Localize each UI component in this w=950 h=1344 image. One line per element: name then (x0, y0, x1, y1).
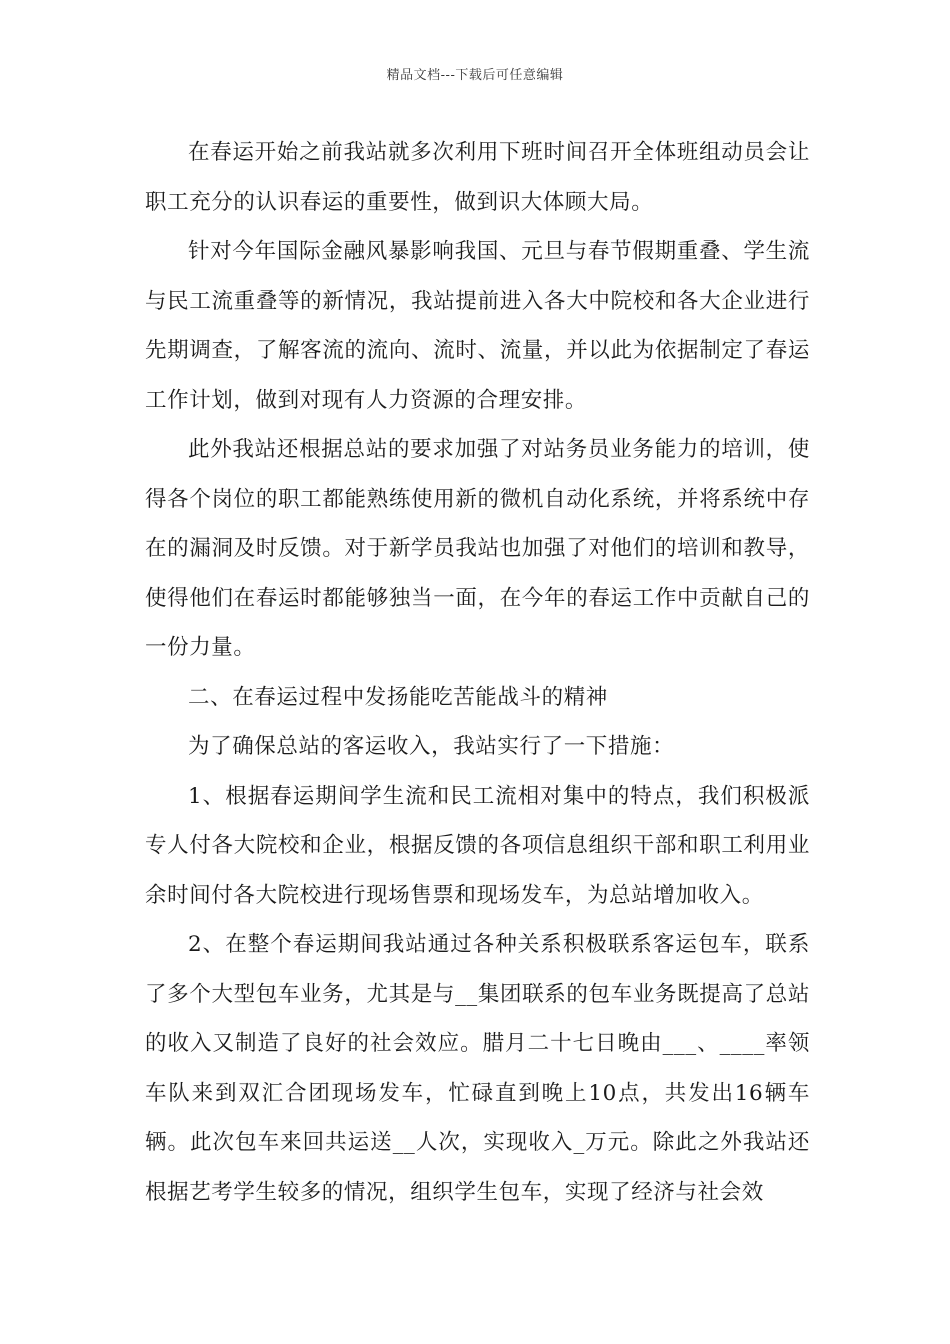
paragraph-preparation: 在春运开始之前我站就多次利用下班时间召开全体班组动员会让职工充分的认识春运的重要性，做到识大体顾大局。 (145, 140, 810, 215)
section-heading: 二、在春运过程中发扬能吃苦能战斗的精神 (188, 684, 608, 710)
paragraph-measure-1: 1、根据春运期间学生流和民工流相对集中的特点，我们积极派专人付各大院校和企业，根据反馈的各项信息组织干部和职工利用业余时间付各大院校进行现场售票和现场发车，为总站增加收入。 (145, 783, 810, 908)
paragraph-measures-intro: 为了确保总站的客运收入，我站实行了一下措施： (188, 734, 675, 759)
page-header: 精品文档---下载后可任意编辑 (386, 68, 564, 83)
document-body (145, 128, 810, 1217)
paragraph-investigation: 针对今年国际金融风暴影响我国、元旦与春节假期重叠、学生流与民工流重叠等的新情况，我站提前进入各大中院校和各大企业进行先期调查，了解客流的流向、流时、流量，并以此为依据制定了春运工作计划，做到对现有人力资源的合理安排。 (145, 239, 810, 413)
paragraph-measure-2: 2、在整个春运期间我站通过各种关系积极联系客运包车，联系了多个大型包车业务，尤其是与__集团联系的包车业务既提高了总站的收入又制造了良好的社会效应。腊月二十七日晚由___、____率领车队来到双汇合团现场发车，忙碌直到晚上10点，共发出16辆车辆。此次包车来回共运送__人次，实现收入_万元。除此之外我站还根据艺考学生较多的情况，组织学生包车，实现了经济与社会效 (145, 932, 810, 1205)
paragraph-training: 此外我站还根据总站的要求加强了对站务员业务能力的培训，使得各个岗位的职工都能熟练使用新的微机自动化系统，并将系统中存在的漏洞及时反馈。对于新学员我站也加强了对他们的培训和教导，使得他们在春运时都能够独当一面，在今年的春运工作中贡献自己的一份力量。 (145, 437, 810, 660)
